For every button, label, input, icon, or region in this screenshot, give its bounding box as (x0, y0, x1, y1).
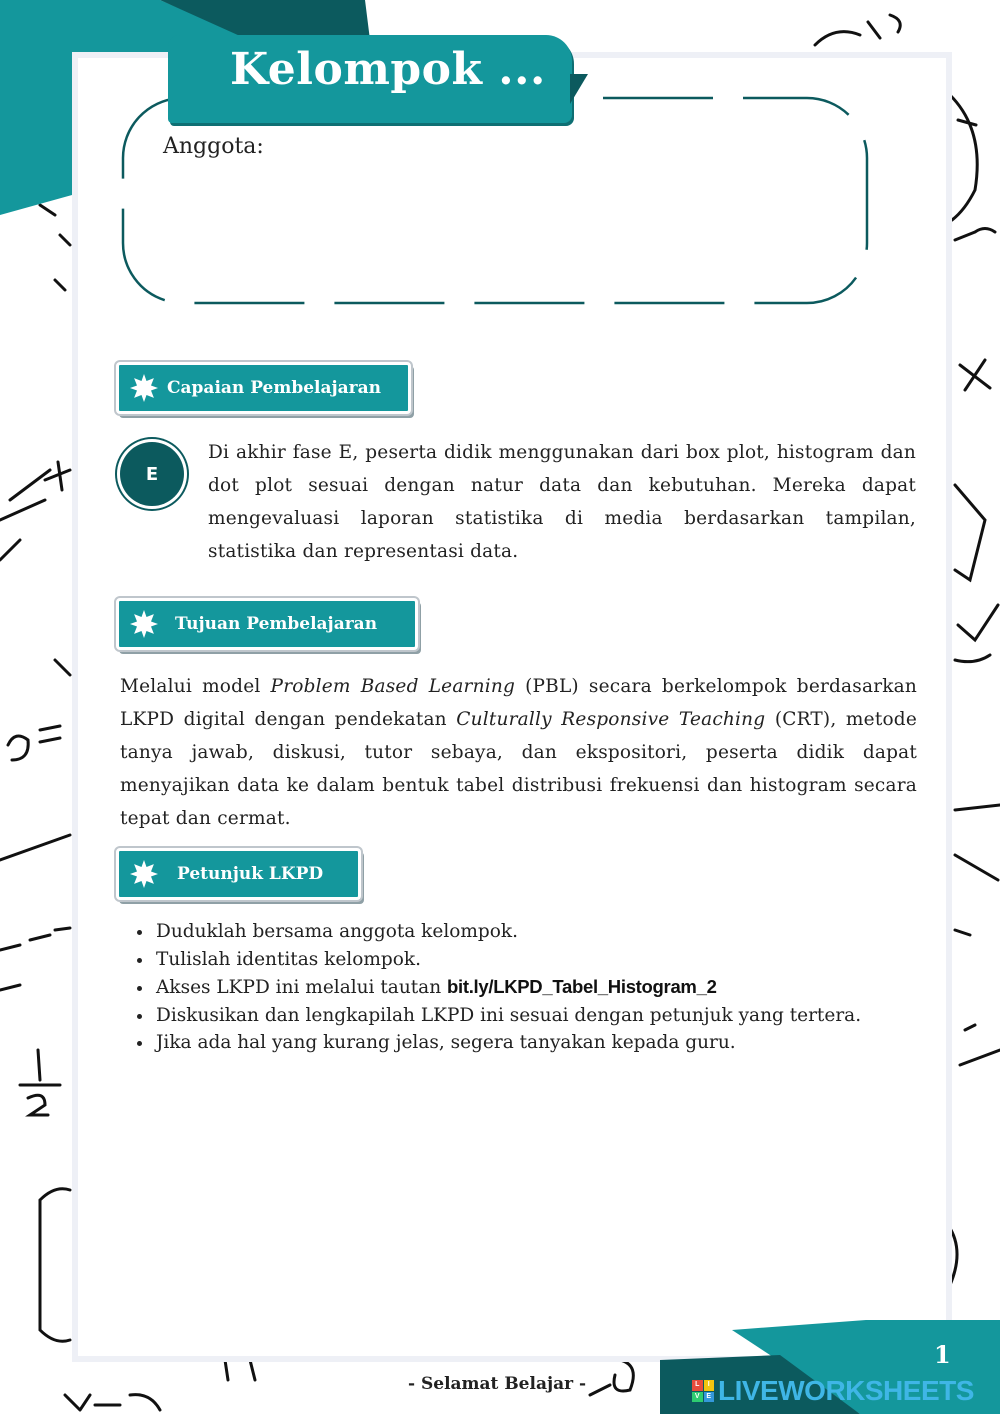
tujuan-text-part2: (PBL) secara berkelompok berdasarkan LKPD digital dengan pendekatan (120, 676, 917, 730)
tujuan-heading: Tujuan Pembelajaran (175, 614, 378, 634)
tujuan-text-crt: Culturally Responsive Teaching (456, 709, 766, 730)
capaian-heading: Capaian Pembelajaran (167, 378, 382, 398)
list-item (154, 973, 861, 1002)
capaian-heading-tab (116, 362, 411, 414)
worksheet-link[interactable]: bit.ly/LKPD_Tabel_Histogram_2 (447, 976, 717, 998)
starburst-icon (129, 859, 159, 889)
tujuan-text-pbl: Problem Based Learning (270, 676, 515, 697)
liveworksheets-logo[interactable] (692, 1376, 992, 1406)
members-label: Anggota: (163, 134, 264, 159)
page-number: 1 (934, 1340, 951, 1369)
phase-badge: E (120, 442, 184, 506)
title-banner-fold (570, 74, 588, 104)
starburst-icon (129, 609, 159, 639)
link-prefix: Akses LKPD ini melalui tautan (156, 977, 447, 999)
list-item: • Jika ada hal yang kurang jelas, segera tanyakan kepada guru. (154, 1029, 861, 1057)
footer-greeting: - Selamat Belajar - (408, 1374, 587, 1394)
group-title: Kelompok ... (230, 44, 546, 95)
instruction-list (120, 918, 861, 1057)
watermark-text: LIVEWORKSHEETS (718, 1375, 974, 1406)
tujuan-text-part1: Melalui model (120, 676, 271, 697)
petunjuk-heading-tab (116, 848, 361, 900)
list-item: • Tulislah identitas kelompok. (154, 946, 861, 974)
list-item: • Diskusikan dan lengkapilah LKPD ini sesuai dengan petunjuk yang tertera. (154, 1002, 861, 1030)
starburst-icon (129, 373, 159, 403)
logo-grid-icon: L I V E (692, 1380, 714, 1402)
list-item: • Duduklah bersama anggota kelompok. (154, 918, 861, 946)
tujuan-text (120, 670, 917, 835)
capaian-text: Di akhir fase E, peserta didik menggunakan dari box plot, histogram dan dot plot sesuai dengan natur data dan kebutuhan. Mereka dapat mengevaluasi laporan statistika di media berdasarkan tampilan, statistika dan representasi data. (208, 442, 916, 562)
petunjuk-heading: Petunjuk LKPD (177, 864, 324, 884)
tujuan-heading-tab (116, 598, 418, 650)
tujuan-text-part3: (CRT), metode tanya jawab, diskusi, tutor sebaya, dan ekspositori, peserta didik dapat menyajikan data ke dalam bentuk tabel distribusi frekuensi dan histogram secara tepat dan cermat. (120, 709, 917, 829)
